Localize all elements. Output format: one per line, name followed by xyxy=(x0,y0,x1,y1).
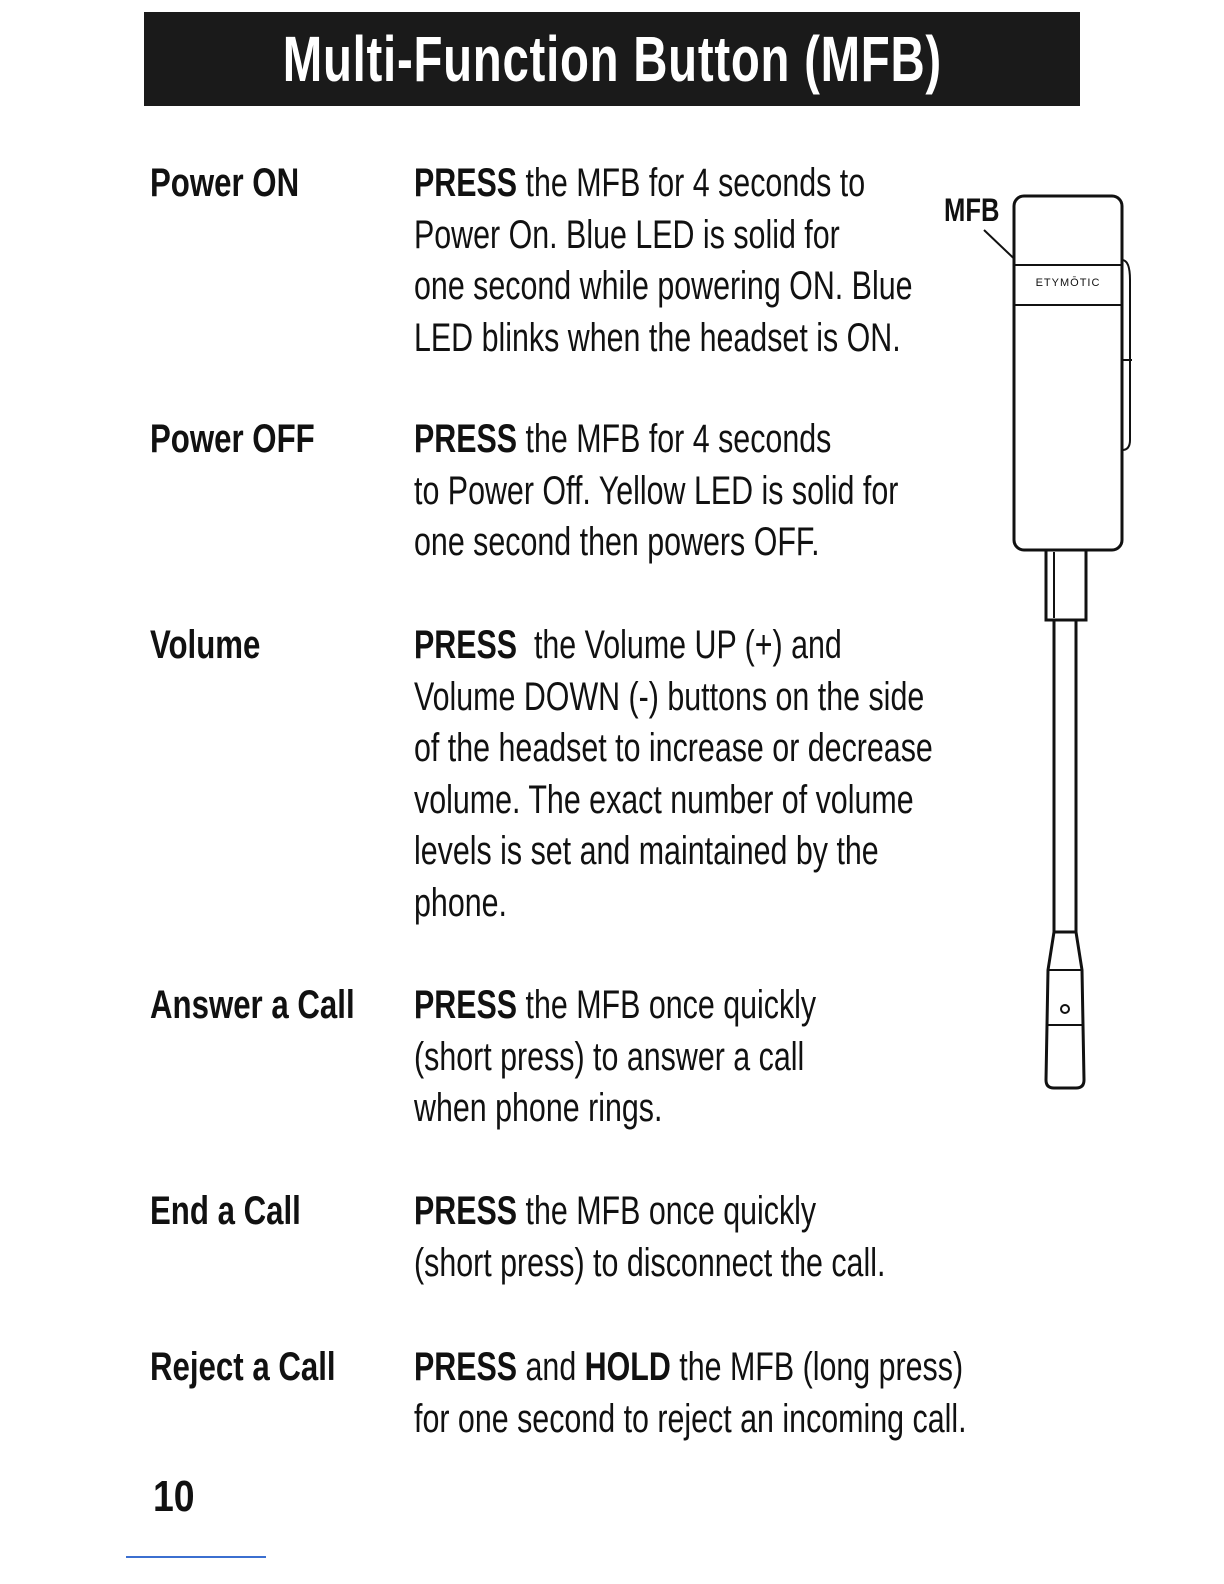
description-line xyxy=(414,1238,946,1290)
line-text: of the headset to increase or decrease xyxy=(414,726,933,770)
page-title: Multi-Function Button (MFB) xyxy=(282,23,942,95)
instruction-description xyxy=(414,1186,946,1289)
description-line xyxy=(414,775,946,827)
line-text: Power On. Blue LED is solid for xyxy=(414,212,840,257)
line-text: phone. xyxy=(414,880,507,925)
description-line xyxy=(414,313,946,365)
line-text: when phone rings. xyxy=(414,1086,663,1130)
instruction-label: Power OFF xyxy=(150,417,315,461)
description-line xyxy=(414,517,946,569)
instruction-description xyxy=(414,414,946,569)
line-text: (short press) to answer a call xyxy=(414,1034,805,1079)
emphasis-text: PRESS xyxy=(414,623,518,667)
line-text: the Volume UP (+) and xyxy=(517,623,842,667)
line-text: for one second to reject an incoming call. xyxy=(414,1396,967,1441)
description-line xyxy=(414,414,946,466)
description-line xyxy=(414,1083,946,1135)
title-bar xyxy=(144,12,1080,106)
description-line xyxy=(414,1186,946,1238)
line-text: the MFB (long press) xyxy=(670,1345,964,1389)
description-line xyxy=(414,672,946,724)
emphasis-text: PRESS xyxy=(414,417,518,461)
emphasis-text: PRESS xyxy=(414,161,518,205)
instruction-label: Reject a Call xyxy=(150,1345,336,1389)
instruction-description xyxy=(414,1342,967,1445)
description-line xyxy=(414,261,946,313)
line-text: the MFB for 4 seconds to xyxy=(517,161,866,205)
line-text: LED blinks when the headset is ON. xyxy=(414,315,901,360)
instruction-label: Power ON xyxy=(150,161,300,205)
headset-illustration xyxy=(930,180,1150,1110)
page-number: 10 xyxy=(153,1472,195,1521)
instruction-description xyxy=(414,620,946,929)
emphasis-text: PRESS xyxy=(414,983,518,1027)
line-text: one second then powers OFF. xyxy=(414,520,820,564)
instruction-label: Answer a Call xyxy=(150,983,355,1027)
line-text: and xyxy=(517,1345,585,1389)
line-text: one second while powering ON. Blue xyxy=(414,264,913,308)
emphasis-text: PRESS xyxy=(414,1189,518,1233)
line-text: the MFB for 4 seconds xyxy=(517,417,832,461)
description-line xyxy=(414,878,946,930)
description-line xyxy=(414,620,946,672)
line-text: levels is set and maintained by the xyxy=(414,829,879,873)
instruction-description xyxy=(414,158,946,364)
line-text: (short press) to disconnect the call. xyxy=(414,1240,886,1285)
description-line xyxy=(414,1032,946,1084)
description-line xyxy=(414,723,946,775)
description-line xyxy=(414,1342,964,1394)
line-text: the MFB once quickly xyxy=(517,1189,817,1233)
instruction-label: End a Call xyxy=(150,1189,301,1233)
emphasis-text: HOLD xyxy=(584,1345,671,1389)
description-line xyxy=(414,158,946,210)
description-line xyxy=(414,1394,967,1446)
brand-text: ETYMŌTIC xyxy=(1035,277,1101,289)
emphasis-text: PRESS xyxy=(414,1345,518,1389)
instruction-label: Volume xyxy=(150,623,261,667)
line-text: the MFB once quickly xyxy=(517,983,817,1027)
mic-head xyxy=(1046,932,1084,1088)
description-line xyxy=(414,980,946,1032)
line-text: volume. The exact number of volume xyxy=(414,777,914,822)
line-text: Volume DOWN (-) buttons on the side xyxy=(414,674,925,719)
headset-body xyxy=(1014,196,1122,550)
line-text: to Power Off. Yellow LED is solid for xyxy=(414,468,899,513)
mfb-callout-label: MFB xyxy=(944,192,1000,228)
instruction-description xyxy=(414,980,946,1135)
boom-arm xyxy=(1054,620,1076,932)
description-line xyxy=(414,210,946,262)
description-line xyxy=(414,826,946,878)
footer-rule xyxy=(126,1556,266,1558)
description-line xyxy=(414,466,946,518)
